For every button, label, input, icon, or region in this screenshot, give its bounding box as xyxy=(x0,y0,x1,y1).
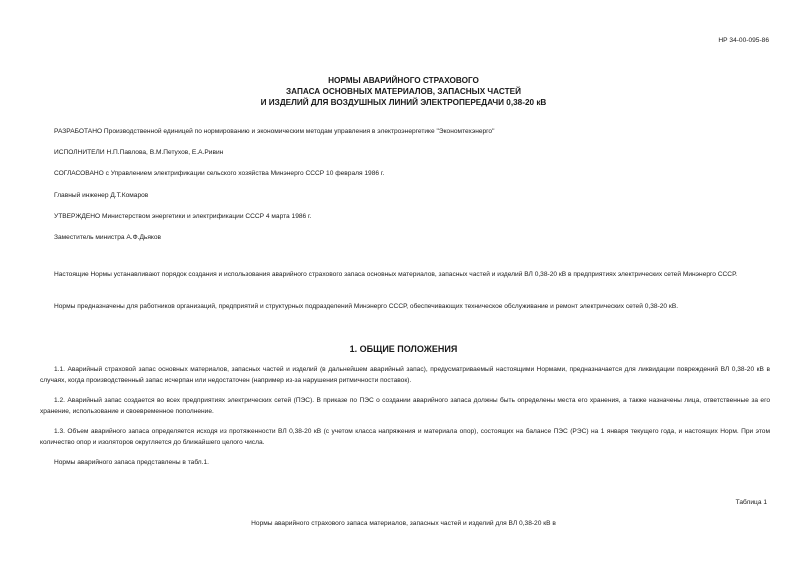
clause-1-3: 1.3. Объем аварийного запаса определяется исходя из протяженности ВЛ 0,38-20 кВ (с учетом класса напряжения и материала опор), состоящих на балансе ПЭС (РЭС) на 1 января текущего года, и настоящих Норм. При этом количество опор и изоляторов округляется до ближайшего целого числа. xyxy=(40,428,770,446)
agreed-with: СОГЛАСОВАНО с Управлением электрификации сельского хозяйства Минэнерго СССР 10 февраля 1986 г. xyxy=(54,170,385,177)
developed-by: РАЗРАБОТАНО Производственной единицей по нормированию и экономическим методам управления в электроэнергетике "Экономтехэнерго" xyxy=(54,128,495,135)
clause-1-2: 1.2. Аварийный запас создается во всех предприятиях электрических сетей (ПЭС). В приказе по ПЭС о создании аварийного запаса должны быть определены места его хранения, а также назначены лица, ответственные за его хранение, использование и своевременное пополнение. xyxy=(40,397,770,415)
section-heading: 1. ОБЩИЕ ПОЛОЖЕНИЯ xyxy=(349,344,458,354)
approved-by: УТВЕРЖДЕНО Министерством энергетики и электрификации СССР 4 марта 1986 г. xyxy=(54,213,312,220)
title-line-3: И ИЗДЕЛИЙ ДЛЯ ВОЗДУШНЫХ ЛИНИЙ ЭЛЕКТРОПЕРЕДАЧИ 0,38-20 кВ xyxy=(260,98,547,107)
title-line-1: НОРМЫ АВАРИЙНОГО СТРАХОВОГО xyxy=(328,76,479,85)
deputy-minister: Заместитель министра А.Ф.Дьяков xyxy=(54,234,162,241)
executors: ИСПОЛНИТЕЛИ Н.П.Павлова, В.М.Петухов, Е.А.Ривин xyxy=(54,149,224,156)
document-title xyxy=(0,75,807,108)
table-caption: Нормы аварийного страхового запаса материалов, запасных частей и изделий для ВЛ 0,38-20 кВ в xyxy=(251,520,556,527)
clause-1-1: 1.1. Аварийный страховой запас основных материалов, запасных частей и изделий (в дальнейшем аварийный запас), предусматриваемый настоящими Нормами, предназначается для ликвидации повреждений ВЛ 0,38-20 кВ в случаях, когда производственный запас исчерпан или недостаточен (например из-за нарушения ритмичности поставок). xyxy=(40,366,770,384)
table-label: Таблица 1 xyxy=(735,499,767,506)
title-line-2: ЗАПАСА ОСНОВНЫХ МАТЕРИАЛОВ, ЗАПАСНЫХ ЧАСТЕЙ xyxy=(286,87,521,96)
chief-engineer: Главный инженер Д.Т.Комаров xyxy=(54,192,149,199)
intro-paragraph-1: Настоящие Нормы устанавливают порядок создания и использования аварийного страхового запаса основных материалов, запасных частей и изделий ВЛ 0,38-20 кВ в предприятиях электрических сетей Минэнерго СССР. xyxy=(54,271,738,278)
document-code: НР 34-00-095-86 xyxy=(718,37,769,44)
norms-reference: Нормы аварийного запаса представлены в табл.1. xyxy=(54,459,209,466)
intro-paragraph-2: Нормы предназначены для работников организаций, предприятий и структурных подразделений Минэнерго СССР, обеспечивающих техническое обслуживание и ремонт электрических сетей 0,38-20 кВ. xyxy=(54,303,679,310)
